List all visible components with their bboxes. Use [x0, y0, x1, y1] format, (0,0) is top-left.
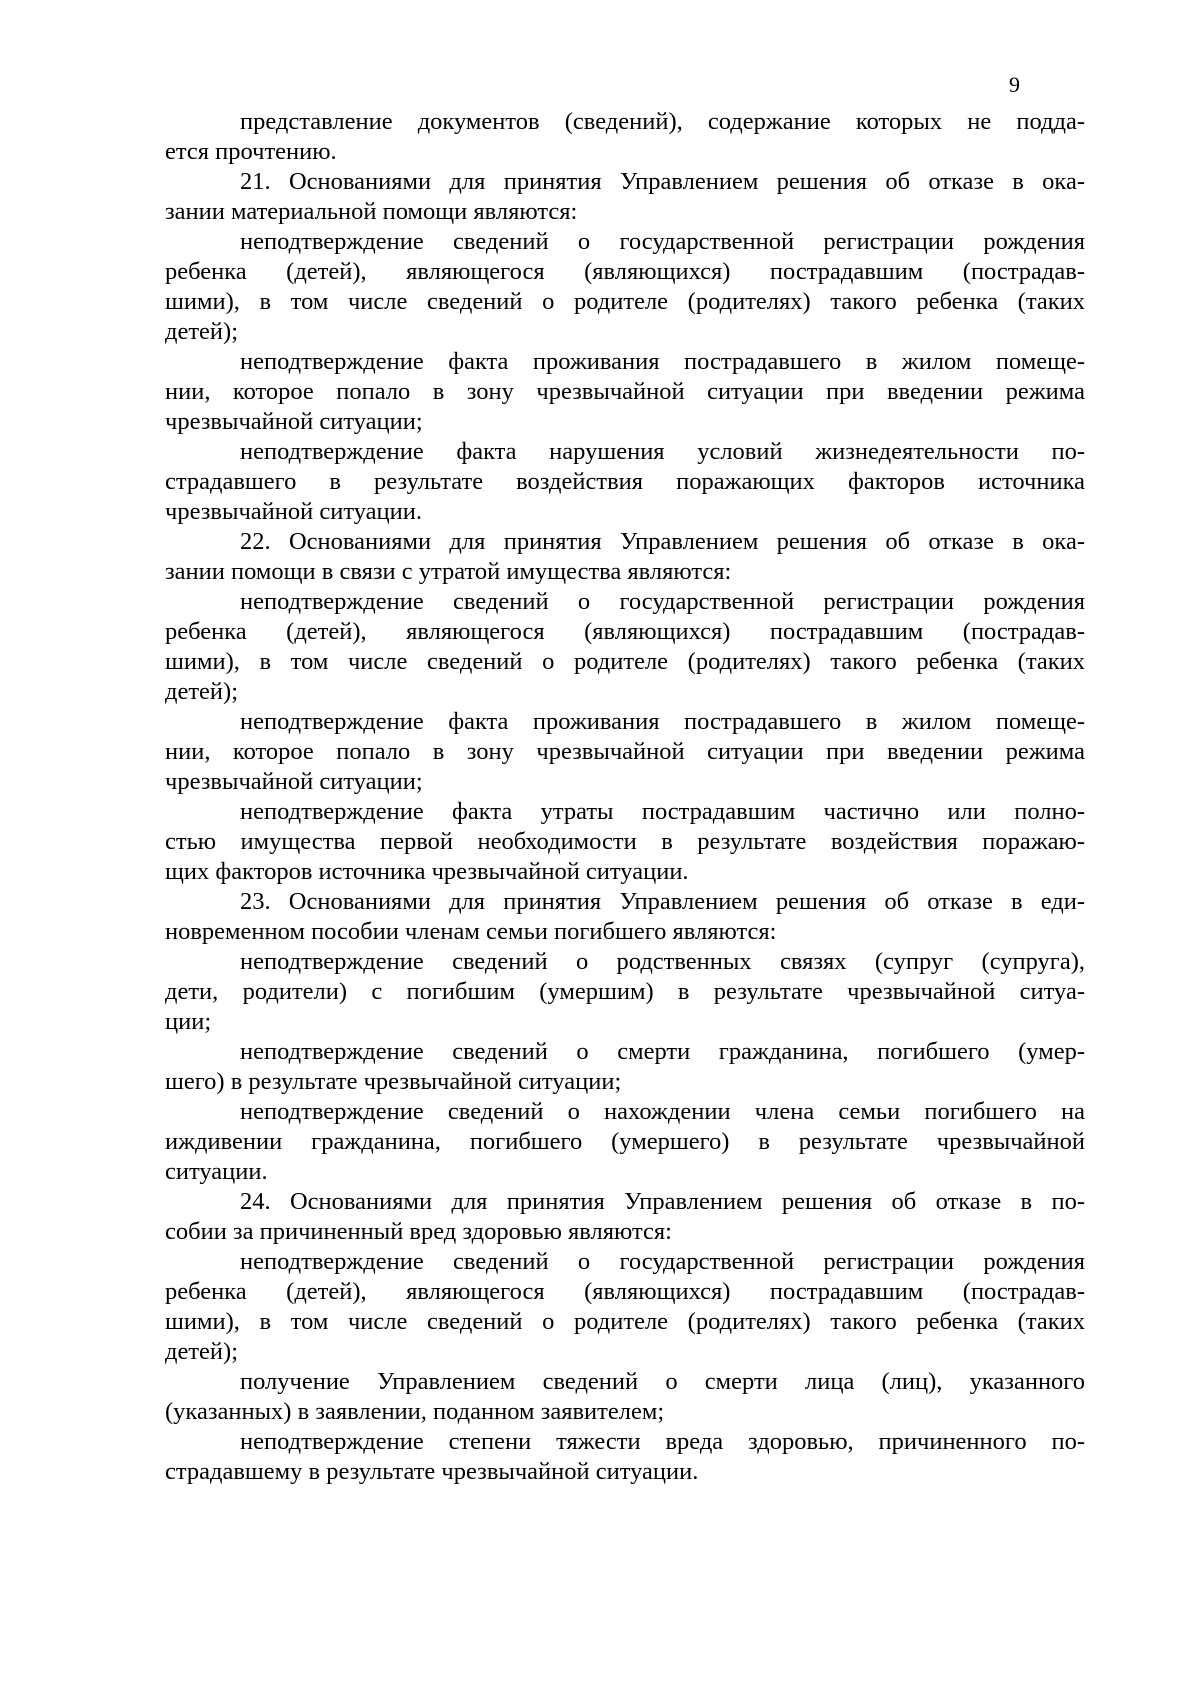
text-line: чрезвычайной ситуации.: [165, 498, 422, 525]
text-line: неподтверждение сведений о нахождении члена семьи погибшего на: [240, 1098, 1085, 1125]
text-line: шего) в результате чрезвычайной ситуации;: [165, 1068, 622, 1095]
text-line: новременном пособии членам семьи погибшего являются:: [165, 918, 777, 945]
text-line: зании помощи в связи с утратой имущества являются:: [165, 558, 732, 585]
text-line: неподтверждение сведений о родственных связях (супруг (супруга),: [240, 948, 1085, 975]
text-line: неподтверждение факта утраты пострадавшим частично или полно-: [240, 798, 1085, 825]
text-line: шими), в том числе сведений о родителе (родителях) такого ребенка (таких: [165, 288, 1085, 315]
text-line: страдавшему в результате чрезвычайной ситуации.: [165, 1458, 699, 1485]
text-line: иждивении гражданина, погибшего (умершего) в результате чрезвычайной: [165, 1128, 1085, 1155]
text-line: зании материальной помощи являются:: [165, 198, 578, 225]
text-line: щих факторов источника чрезвычайной ситуации.: [165, 858, 689, 885]
text-line: 21. Основаниями для принятия Управлением решения об отказе в ока-: [240, 168, 1085, 195]
text-line: неподтверждение сведений о государственной регистрации рождения: [240, 588, 1085, 615]
text-line: ребенка (детей), являющегося (являющихся) пострадавшим (пострадав-: [165, 1278, 1085, 1305]
text-line: нии, которое попало в зону чрезвычайной ситуации при введении режима: [165, 378, 1085, 405]
text-line: (указанных) в заявлении, поданном заявителем;: [165, 1398, 665, 1425]
text-line: ции;: [165, 1008, 212, 1035]
text-line: ребенка (детей), являющегося (являющихся) пострадавшим (пострадав-: [165, 258, 1085, 285]
text-line: чрезвычайной ситуации;: [165, 768, 423, 795]
text-line: неподтверждение сведений о государственной регистрации рождения: [240, 228, 1085, 255]
text-line: представление документов (сведений), содержание которых не подда-: [240, 108, 1085, 135]
text-line: стью имущества первой необходимости в результате воздействия поражаю-: [165, 828, 1085, 855]
text-line: ется прочтению.: [165, 138, 337, 165]
text-line: 22. Основаниями для принятия Управлением решения об отказе в ока-: [240, 528, 1085, 555]
text-line: шими), в том числе сведений о родителе (родителях) такого ребенка (таких: [165, 648, 1085, 675]
text-line: неподтверждение сведений о смерти гражданина, погибшего (умер-: [240, 1038, 1085, 1065]
text-line: ситуации.: [165, 1158, 268, 1185]
text-line: шими), в том числе сведений о родителе (родителях) такого ребенка (таких: [165, 1308, 1085, 1335]
text-line: неподтверждение факта проживания пострадавшего в жилом помеще-: [240, 708, 1085, 735]
text-line: получение Управлением сведений о смерти лица (лиц), указанного: [240, 1368, 1085, 1395]
text-line: ребенка (детей), являющегося (являющихся) пострадавшим (пострадав-: [165, 618, 1085, 645]
page-number: 9: [1009, 72, 1020, 97]
text-line: чрезвычайной ситуации;: [165, 408, 423, 435]
text-line: страдавшего в результате воздействия поражающих факторов источника: [165, 468, 1085, 495]
text-line: неподтверждение факта проживания пострадавшего в жилом помеще-: [240, 348, 1085, 375]
text-line: 24. Основаниями для принятия Управлением решения об отказе в по-: [240, 1188, 1085, 1215]
text-line: дети, родители) с погибшим (умершим) в результате чрезвычайной ситуа-: [165, 978, 1085, 1005]
text-line: неподтверждение сведений о государственной регистрации рождения: [240, 1248, 1085, 1275]
text-line: неподтверждение факта нарушения условий жизнедеятельности по-: [240, 438, 1085, 465]
text-line: детей);: [165, 1338, 238, 1365]
text-line: детей);: [165, 678, 238, 705]
text-line: нии, которое попало в зону чрезвычайной ситуации при введении режима: [165, 738, 1085, 765]
text-line: собии за причиненный вред здоровью являются:: [165, 1218, 672, 1245]
text-line: детей);: [165, 318, 238, 345]
text-line: неподтверждение степени тяжести вреда здоровью, причиненного по-: [240, 1428, 1085, 1455]
document-body: [165, 107, 1085, 1487]
text-line: 23. Основаниями для принятия Управлением решения об отказе в еди-: [240, 888, 1085, 915]
